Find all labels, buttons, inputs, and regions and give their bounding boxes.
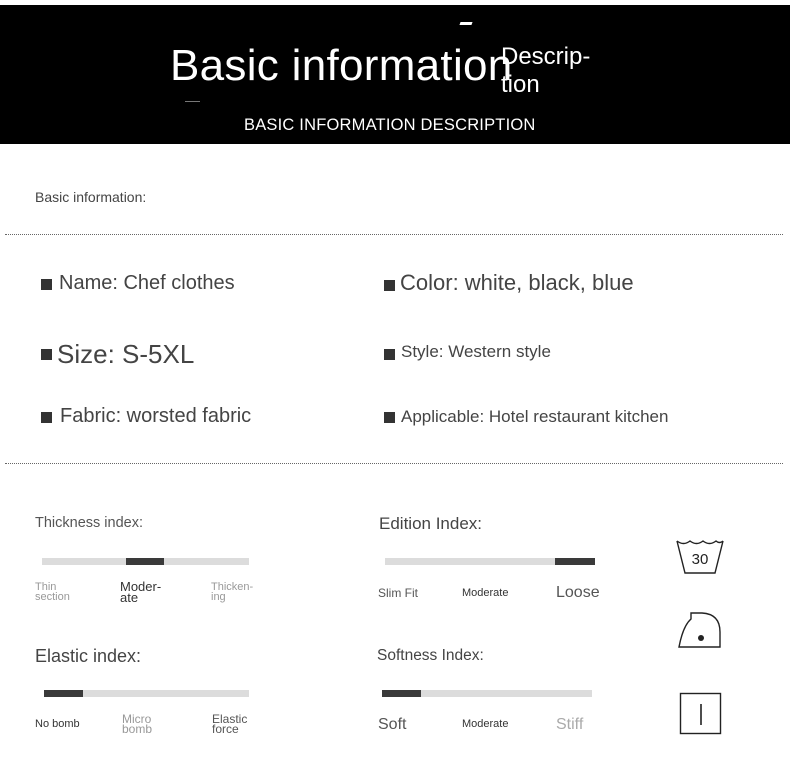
thickness-tick-thin [35, 582, 70, 602]
wash-temp-label: 30 [691, 551, 709, 568]
info-style: Style: Western style [401, 342, 551, 361]
thickness-index-label: Thickness index: [35, 515, 143, 531]
edition-index-bar [385, 558, 595, 565]
header-description-line2: tion [501, 71, 540, 98]
info-applicable: Applicable: Hotel restaurant kitchen [401, 407, 669, 426]
iron-low-icon [677, 610, 723, 650]
tick-line: Thicken- [211, 581, 254, 593]
header-dash [185, 101, 200, 102]
tick-line: ing [211, 591, 226, 603]
header-subtitle: BASIC INFORMATION DESCRIPTION [244, 116, 536, 134]
edition-index-fill [555, 558, 595, 565]
tick-line: Micro [122, 712, 152, 726]
tick-line: Thin [35, 581, 57, 593]
header-description-line1: Descrip- [501, 43, 591, 70]
divider-top [5, 234, 783, 235]
softness-tick-soft: Soft [378, 716, 407, 733]
bullet-icon [384, 412, 395, 423]
thickness-index-bar [42, 558, 249, 565]
softness-index-label: Softness Index: [377, 647, 484, 664]
bullet-icon [41, 349, 52, 360]
tick-line: bomb [122, 722, 153, 736]
info-name: Name: Chef clothes [59, 272, 235, 294]
tick-line: ate [120, 590, 139, 605]
elastic-index-label: Elastic index: [35, 646, 142, 666]
tick-line: No bomb [35, 718, 80, 730]
info-color: Color: white, black, blue [400, 270, 634, 295]
bullet-icon [41, 412, 52, 423]
line-dry-icon [679, 692, 723, 736]
header-banner [0, 5, 790, 144]
elastic-tick-nobomb [35, 719, 80, 729]
edition-index-label: Edition Index: [379, 514, 483, 533]
divider-bottom [5, 463, 783, 464]
thickness-tick-moderate [120, 581, 161, 603]
header-title: Basic information [170, 41, 513, 90]
tick-line: Moder- [120, 579, 162, 594]
elastic-index-fill [44, 690, 83, 697]
elastic-index-bar [44, 690, 249, 697]
wash-30-icon [675, 538, 725, 576]
softness-index-bar [382, 690, 592, 697]
edition-tick-slim: Slim Fit [378, 586, 418, 600]
bullet-icon [41, 279, 52, 290]
elastic-tick-micro [122, 714, 152, 734]
bullet-icon [384, 280, 395, 291]
header-speck [459, 22, 472, 25]
thickness-tick-thickening [211, 582, 253, 602]
elastic-tick-force [212, 714, 247, 734]
softness-index-fill [382, 690, 421, 697]
edition-tick-loose: Loose [556, 584, 600, 601]
bullet-icon [384, 349, 395, 360]
tick-line: force [212, 722, 239, 736]
info-fabric: Fabric: worsted fabric [60, 405, 252, 427]
softness-tick-stiff: Stiff [556, 716, 584, 733]
thickness-index-fill [126, 558, 164, 565]
tick-line: section [35, 591, 70, 603]
basic-info-label: Basic information: [35, 189, 147, 205]
edition-tick-moderate: Moderate [462, 587, 509, 599]
tick-line: Elastic [212, 712, 248, 726]
softness-tick-moderate: Moderate [462, 718, 509, 730]
info-size: Size: S-5XL [57, 339, 195, 369]
header-description [501, 43, 590, 99]
